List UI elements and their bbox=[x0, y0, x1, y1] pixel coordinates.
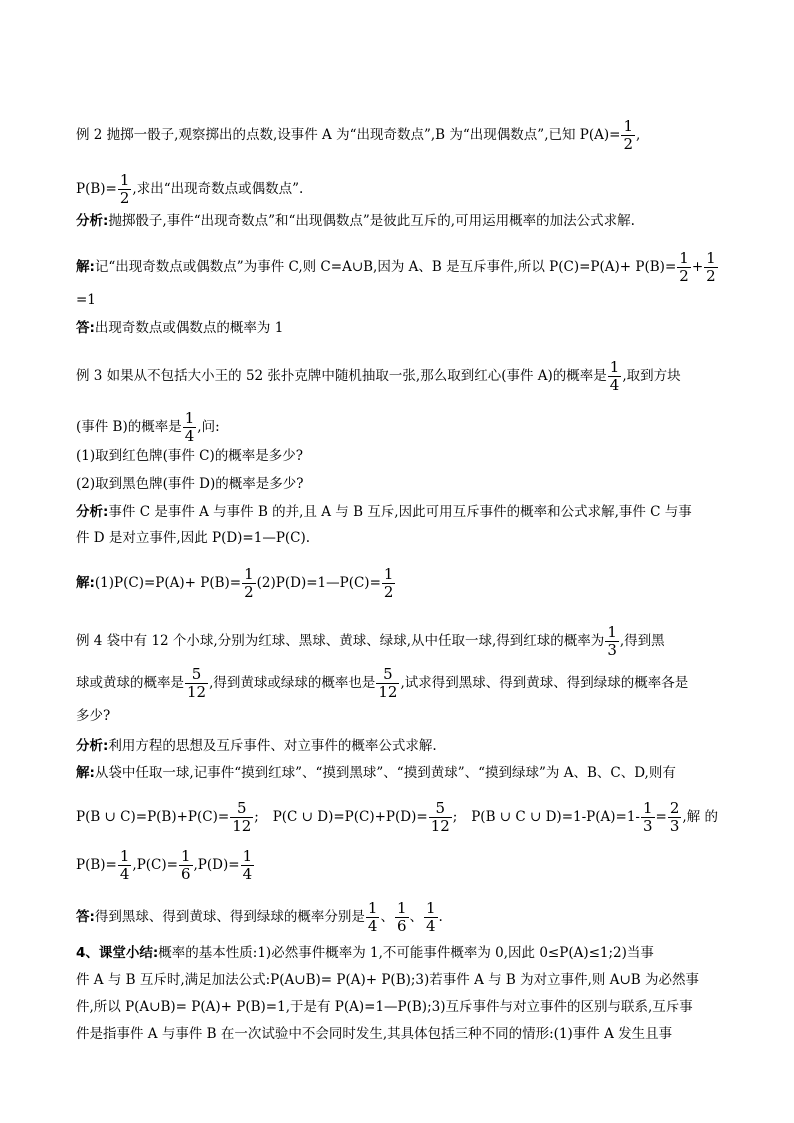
analysis-label: 分析: bbox=[76, 738, 109, 754]
ex4-results: P(B)= $\frac{1}{4}$ ,P(C)= $\frac{1}{6}$ ,P(D)= $\frac{1}{4}$ bbox=[76, 847, 253, 883]
fraction-half: $\frac{1}{2}$ bbox=[706, 249, 716, 285]
ex4-answer: 答:得到黑球、得到黄球、得到绿球的概率分别是 $\frac{1}{4}$ 、 $\frac{1}{6}$ 、 $\frac{1}{4}$ . bbox=[76, 899, 443, 935]
ex3-line-2: (事件 B)的概率是 $\frac{1}{4}$ ,问: bbox=[76, 409, 220, 445]
ex2-line-2: P(B)= $\frac{1}{2}$ ,求出“出现奇数点或偶数点”. bbox=[76, 171, 304, 207]
solution-label: 解: bbox=[76, 575, 95, 591]
fraction-quarter: $\frac{1}{4}$ bbox=[184, 409, 195, 445]
fraction-quarter: $\frac{1}{4}$ bbox=[242, 847, 253, 883]
ex2-solution: 解:记“出现奇数点或偶数点”为事件 C,则 C=A∪B,因为 A、B 是互斥事件,所以 P(C)=P(A)+ P(B)= $\frac{1}{2}$ + $\frac{1}{2}$ bbox=[76, 249, 716, 285]
solution-label: 解: bbox=[76, 765, 95, 781]
fraction-half: $\frac{1}{2}$ bbox=[623, 117, 634, 153]
fraction-five-twelfths: $\frac{5}{12}$ bbox=[232, 799, 252, 835]
summary-line-2: 件 A 与 B 互斥时,满足加法公式:P(A∪B)= P(A)+ P(B);3)若事件 A 与 B 为对立事件,则 A∪B 为必然事 bbox=[76, 972, 699, 988]
summary-line-3: 件,所以 P(A∪B)= P(A)+ P(B)=1,于是有 P(A)=1—P(B);3)互斥事件与对立事件的区别与联系,互斥事 bbox=[76, 999, 693, 1015]
ex3-analysis-1: 分析:事件 C 是事件 A 与事件 B 的并,且 A 与 B 互斥,因此可用互斥事件的概率和公式求解,事件 C 与事 bbox=[76, 504, 692, 520]
fraction-two-thirds: $\frac{2}{3}$ bbox=[669, 799, 680, 835]
ex2-answer: 答:出现奇数点或偶数点的概率为 1 bbox=[76, 320, 284, 336]
fraction-sixth: $\frac{1}{6}$ bbox=[180, 847, 191, 883]
fraction-quarter: $\frac{1}{4}$ bbox=[426, 899, 436, 935]
fraction-quarter: $\frac{1}{4}$ bbox=[119, 847, 130, 883]
ex4-line-2: 球或黄球的概率是 $\frac{5}{12}$ ,得到黄球或绿球的概率也是 $\frac{5}{12}$ ,试求得到黑球、得到黄球、得到绿球的概率各是 bbox=[76, 665, 689, 701]
answer-label: 答: bbox=[76, 320, 95, 336]
summary-line-4: 件是指事件 A 与事件 B 在一次试验中不会同时发生,其具体包括三种不同的情形:(1)事件 A 发生且事 bbox=[76, 1026, 673, 1042]
ex2-statement-text: 例 2 抛掷一骰子,观察掷出的点数,设事件 A 为“出现奇数点”,B 为“出现偶数点”,已知 P(A)= bbox=[76, 127, 621, 143]
ex4-line-3: 多少? bbox=[76, 708, 111, 724]
ex4-equations bbox=[76, 800, 718, 835]
equation-b-or-c: P(B ∪ C)=P(B)+P(C)= $\frac{5}{12}$ ; bbox=[76, 799, 259, 835]
fraction-third: $\frac{1}{3}$ bbox=[643, 799, 653, 835]
ex3-solution: 解:(1)P(C)=P(A)+ P(B)= $\frac{1}{2}$ (2)P(D)=1—P(C)= $\frac{1}{2}$ bbox=[76, 565, 394, 601]
equation-b-or-c-or-d: P(B ∪ C ∪ D)=1-P(A)=1- $\frac{1}{3}$ = $\frac{2}{3}$ ,解 的 bbox=[471, 799, 718, 835]
fraction-quarter: $\frac{1}{4}$ bbox=[367, 899, 378, 935]
fraction-five-twelfths: $\frac{5}{12}$ bbox=[430, 799, 450, 835]
ex3-line-1: 例 3 如果从不包括大小王的 52 张扑克牌中随机抽取一张,那么取到红心(事件 A)的概率是 $\frac{1}{4}$ ,取到方块 bbox=[76, 358, 681, 394]
fraction-third: $\frac{1}{3}$ bbox=[607, 623, 617, 659]
summary-label: 4、课堂小结: bbox=[76, 945, 159, 961]
equation-c-or-d: P(C ∪ D)=P(C)+P(D)= $\frac{5}{12}$ ; bbox=[272, 799, 458, 835]
solution-label: 解: bbox=[76, 259, 95, 275]
fraction-five-twelfths: $\frac{5}{12}$ bbox=[378, 665, 398, 701]
analysis-label: 分析: bbox=[76, 213, 109, 229]
fraction-quarter: $\frac{1}{4}$ bbox=[609, 358, 620, 394]
fraction-sixth: $\frac{1}{6}$ bbox=[396, 899, 407, 935]
fraction-half: $\frac{1}{2}$ bbox=[679, 249, 689, 285]
ex4-analysis: 分析:利用方程的思想及互斥事件、对立事件的概率公式求解. bbox=[76, 738, 437, 754]
ex2-result: =1 bbox=[76, 292, 96, 308]
ex2-analysis: 分析:抛掷骰子,事件“出现奇数点”和“出现偶数点”是彼此互斥的,可用运用概率的加法公式求解. bbox=[76, 213, 635, 229]
fraction-half: $\frac{1}{2}$ bbox=[244, 565, 254, 601]
fraction-five-twelfths: $\frac{5}{12}$ bbox=[187, 665, 207, 701]
ex3-question-2: (2)取到黑色牌(事件 D)的概率是多少? bbox=[76, 476, 304, 492]
ex3-analysis-2: 件 D 是对立事件,因此 P(D)=1—P(C). bbox=[76, 530, 311, 546]
answer-label: 答: bbox=[76, 909, 95, 925]
ex3-question-1: (1)取到红色牌(事件 C)的概率是多少? bbox=[76, 448, 304, 464]
summary-line-1: 4、课堂小结:概率的基本性质:1)必然事件概率为 1,不可能事件概率为 0,因此 0≤P(A)≤1;2)当事 bbox=[76, 945, 654, 961]
fraction-half: $\frac{1}{2}$ bbox=[119, 171, 130, 207]
ex4-line-1: 例 4 袋中有 12 个小球,分别为红球、黑球、黄球、绿球,从中任取一球,得到红球的概率为 $\frac{1}{3}$ ,得到黑 bbox=[76, 623, 665, 659]
analysis-label: 分析: bbox=[76, 504, 109, 520]
ex2-line-1: 例 2 抛掷一骰子,观察掷出的点数,设事件 A 为“出现奇数点”,B 为“出现偶数点”,已知 P(A)= $\frac{1}{2}$ , bbox=[76, 117, 641, 153]
fraction-half: $\frac{1}{2}$ bbox=[383, 565, 394, 601]
ex4-solution-1: 解:从袋中任取一球,记事件“摸到红球”、“摸到黑球”、“摸到黄球”、“摸到绿球”为 A、B、C、D,则有 bbox=[76, 765, 676, 781]
